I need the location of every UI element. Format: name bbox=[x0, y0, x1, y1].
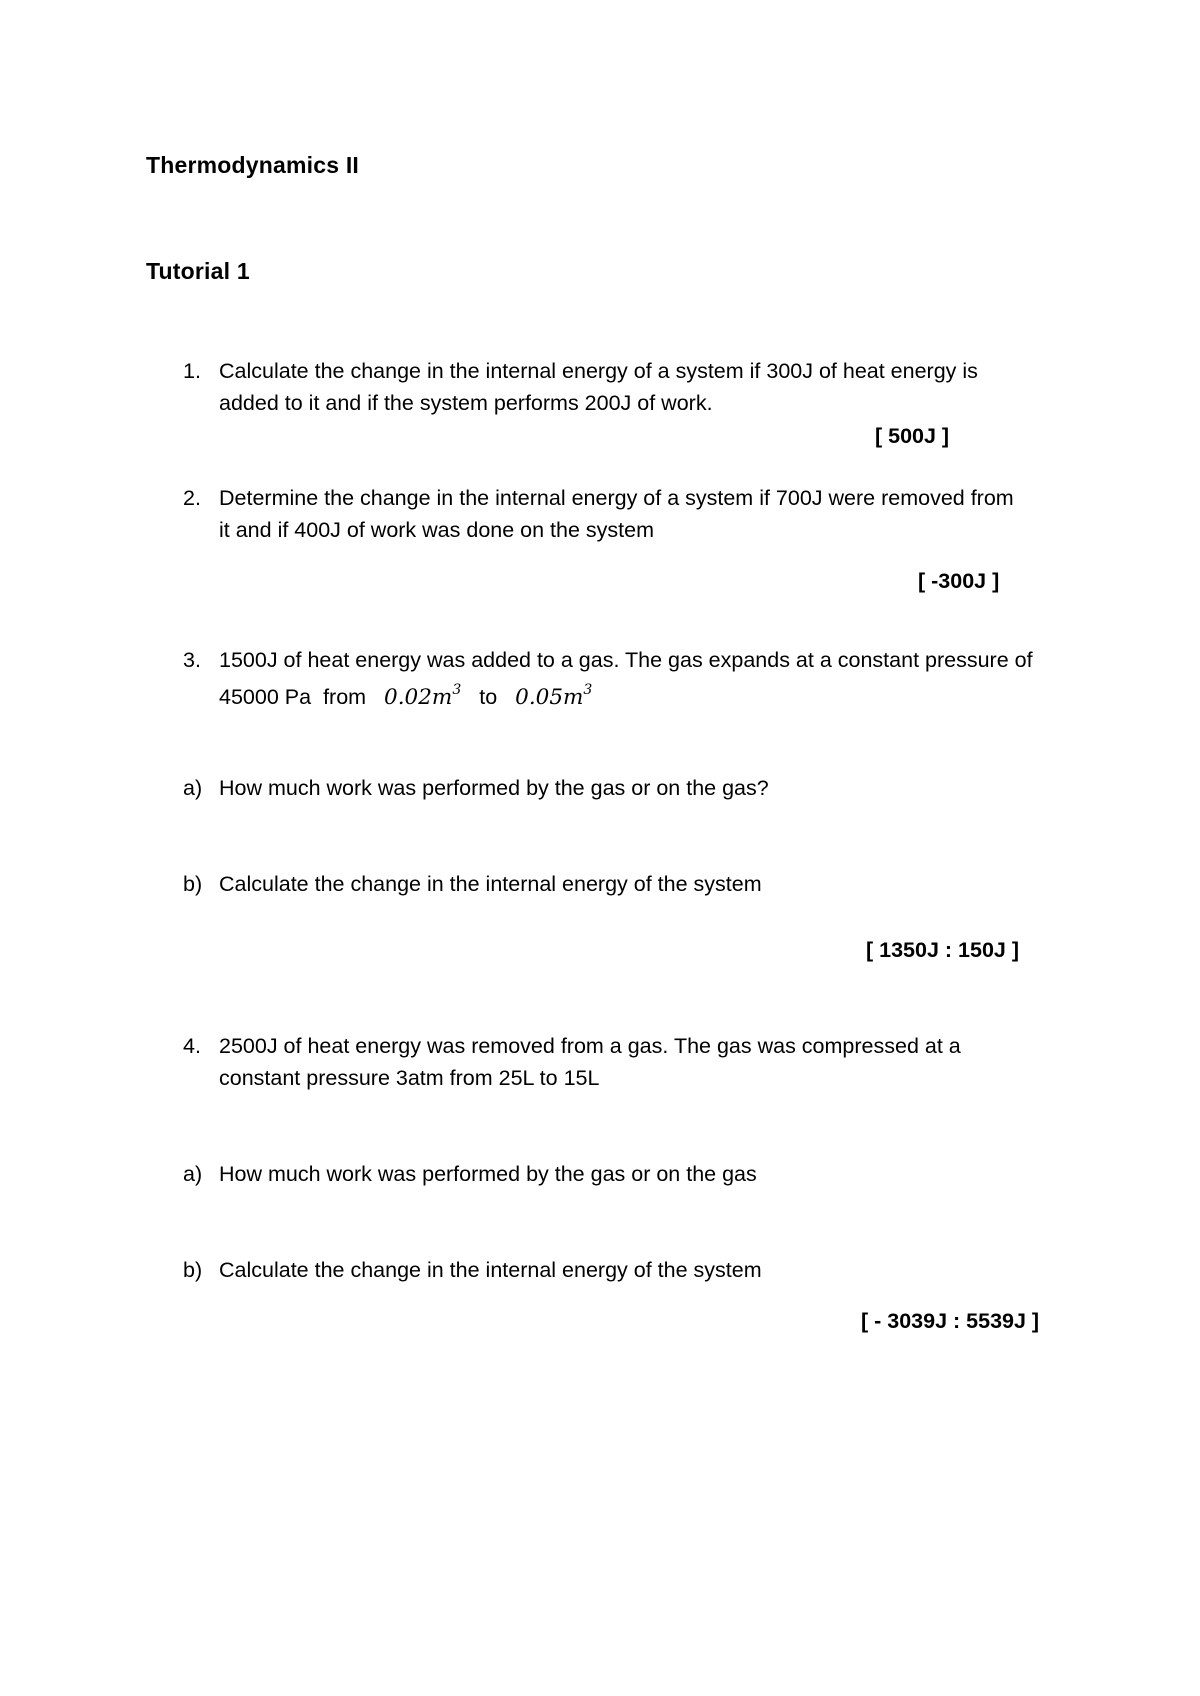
question-text-line: 1500J of heat energy was added to a gas. The gas expands at a constant pressure of bbox=[219, 648, 1033, 672]
part-label: b) bbox=[183, 1258, 203, 1282]
question-number: 3. bbox=[183, 648, 201, 672]
question-text-line: Determine the change in the internal energy of a system if 700J were removed from bbox=[219, 486, 1014, 510]
part-text: Calculate the change in the internal energy of the system bbox=[219, 1258, 762, 1282]
part-text: How much work was performed by the gas or on the gas bbox=[219, 1162, 757, 1186]
from-word: from bbox=[323, 685, 367, 710]
document-title: Thermodynamics II bbox=[146, 152, 360, 178]
question-text-line: 2500J of heat energy was removed from a gas. The gas was compressed at a bbox=[219, 1034, 961, 1058]
question-text-line: Calculate the change in the internal energy of a system if 300J of heat energy is bbox=[219, 359, 978, 383]
question-text-line: it and if 400J of work was done on the system bbox=[219, 518, 655, 542]
part-text: How much work was performed by the gas or on the gas? bbox=[219, 776, 769, 800]
question-number: 4. bbox=[183, 1034, 201, 1058]
part-text: Calculate the change in the internal energy of the system bbox=[219, 872, 762, 896]
part-label: b) bbox=[183, 872, 203, 896]
question-text-line-formula bbox=[219, 676, 592, 714]
answer-bracket: [ 500J ] bbox=[875, 424, 950, 448]
answer-bracket: [ -300J ] bbox=[918, 569, 1000, 593]
final-volume: $0.05m^3$ bbox=[515, 682, 593, 711]
to-word: to bbox=[479, 685, 498, 710]
answer-bracket: [ 1350J : 150J ] bbox=[866, 938, 1019, 962]
part-label: a) bbox=[183, 776, 203, 800]
pressure-value: 45000 Pa bbox=[219, 685, 312, 710]
question-text-line: added to it and if the system performs 200J of work. bbox=[219, 391, 713, 415]
question-text-line: constant pressure 3atm from 25L to 15L bbox=[219, 1066, 600, 1090]
part-label: a) bbox=[183, 1162, 203, 1186]
initial-volume: $0.02m^3$ bbox=[384, 682, 462, 711]
question-number: 2. bbox=[183, 486, 201, 510]
tutorial-heading: Tutorial 1 bbox=[146, 258, 250, 284]
question-number: 1. bbox=[183, 359, 201, 383]
answer-bracket: [ - 3039J : 5539J ] bbox=[861, 1309, 1040, 1333]
